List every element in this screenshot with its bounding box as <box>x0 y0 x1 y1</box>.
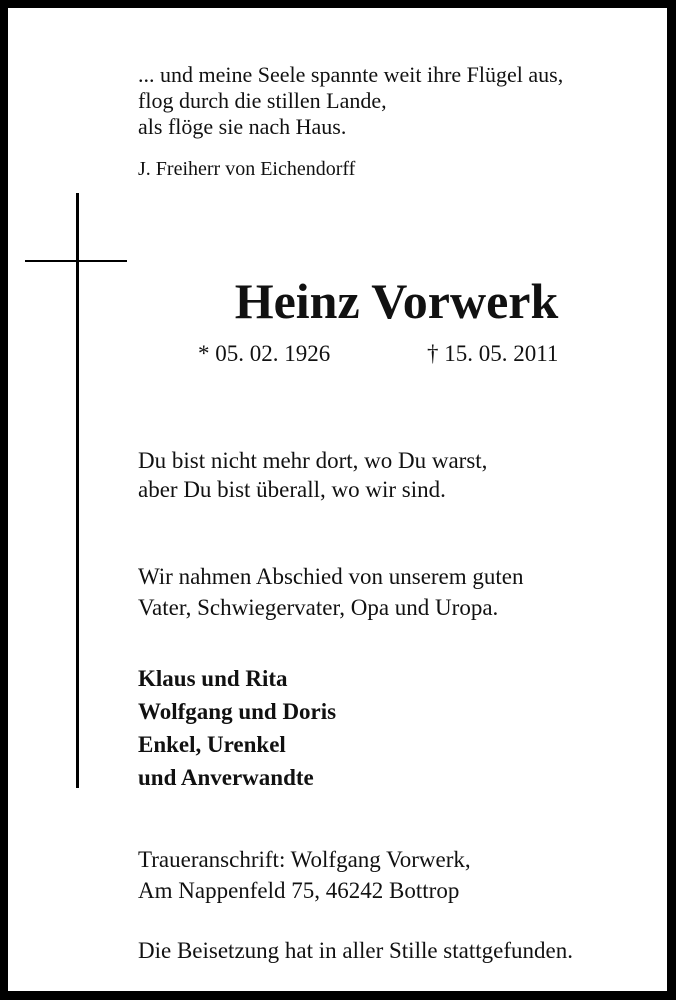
mourner-line: Enkel, Urenkel <box>138 732 286 757</box>
burial-note: Die Beisetzung hat in aller Stille stattgefunden. <box>138 938 573 963</box>
quote-line: flog durch die stillen Lande, <box>138 88 387 113</box>
address-line: Am Nappenfeld 75, 46242 Bottrop <box>138 878 460 903</box>
verse-line: aber Du bist überall, wo wir sind. <box>138 477 446 502</box>
mourning-address <box>138 844 471 906</box>
mourner-line: Wolfgang und Doris <box>138 699 337 724</box>
poem-quote <box>138 62 563 140</box>
mourners-list <box>138 662 336 794</box>
obituary-card <box>8 8 667 991</box>
birth-date: * 05. 02. 1926 <box>198 341 331 366</box>
cross-horizontal-bar <box>25 260 127 262</box>
mourner-line: und Anverwandte <box>138 765 314 790</box>
quote-line: als flöge sie nach Haus. <box>138 114 347 139</box>
verse-line: Du bist nicht mehr dort, wo Du warst, <box>138 448 488 473</box>
death-date: † 15. 05. 2011 <box>427 341 559 366</box>
quote-attribution: J. Freiherr von Eichendorff <box>138 158 356 180</box>
quote-line: ... und meine Seele spannte weit ihre Flügel aus, <box>138 62 564 87</box>
deceased-name: Heinz Vorwerk <box>234 273 559 329</box>
farewell-line: Wir nahmen Abschied von unserem guten <box>138 564 524 589</box>
address-line: Traueranschrift: Wolfgang Vorwerk, <box>138 847 471 872</box>
mourner-line: Klaus und Rita <box>138 666 288 691</box>
farewell-text <box>138 561 524 623</box>
memorial-verse <box>138 446 487 504</box>
farewell-line: Vater, Schwiegervater, Opa und Uropa. <box>138 595 499 620</box>
